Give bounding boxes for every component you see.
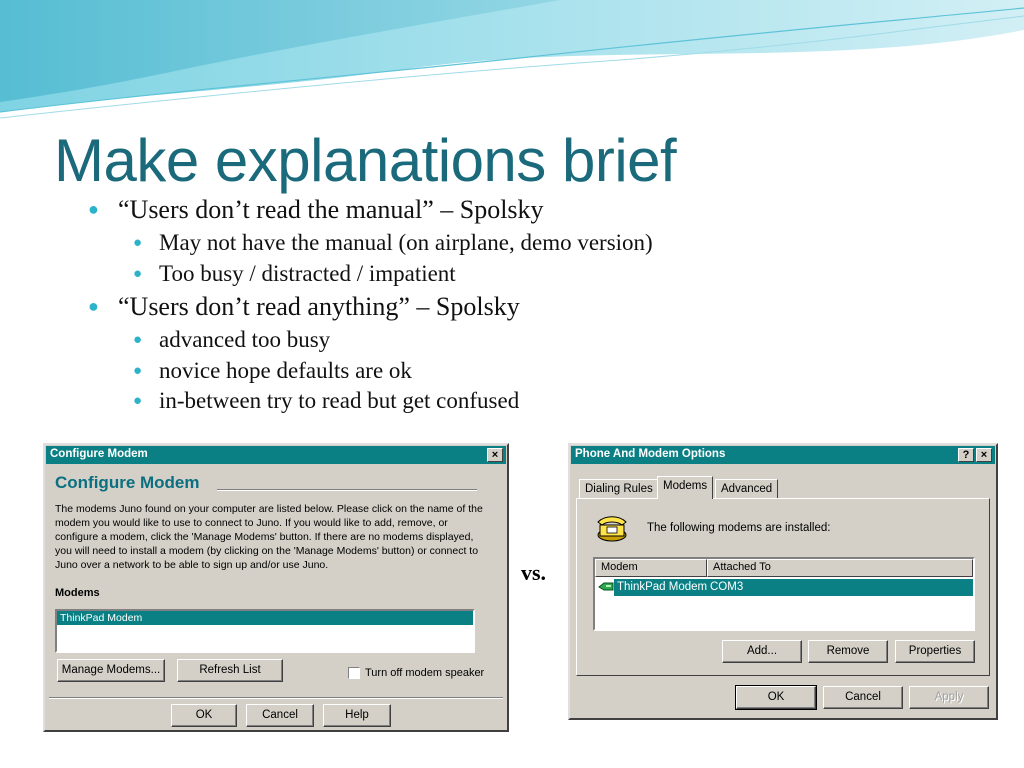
dialog-titlebar xyxy=(46,446,506,464)
manage-modems-button[interactable]: Manage Modems... xyxy=(57,659,165,682)
properties-button[interactable]: Properties xyxy=(895,640,975,663)
question-mark-icon: ? xyxy=(962,449,970,461)
tab-modems[interactable]: Modems xyxy=(657,476,713,499)
modem-speaker-label: Turn off modem speaker xyxy=(365,667,485,679)
modems-label: Modems xyxy=(55,587,100,599)
phone-modem-options-dialog xyxy=(568,443,998,720)
cancel-button[interactable]: Cancel xyxy=(246,704,314,727)
description-line: Juno over a network to be able to sign up and/or use Juno. xyxy=(55,559,329,571)
tab-dialing-rules[interactable]: Dialing Rules xyxy=(579,479,659,499)
close-button[interactable] xyxy=(487,448,503,462)
remove-button[interactable]: Remove xyxy=(808,640,888,663)
modem-listbox[interactable] xyxy=(55,609,475,653)
cancel-button[interactable]: Cancel xyxy=(823,686,903,709)
description-line: configure a modem, click the 'Manage Modems' button. If there are no modems displayed, xyxy=(55,531,474,543)
description-line: The modems Juno found on your computer are listed below. Please click on the name of the xyxy=(55,503,483,515)
sub-bullet-text: novice hope defaults are ok xyxy=(159,357,412,383)
modems-tab-panel xyxy=(576,498,990,676)
close-icon: × xyxy=(491,449,499,461)
help-button[interactable]: Help xyxy=(323,704,391,727)
column-header-modem[interactable]: Modem xyxy=(595,559,707,577)
modem-list[interactable] xyxy=(593,557,975,631)
footer-divider xyxy=(49,697,503,699)
sub-bullet-text: Too busy / distracted / impatient xyxy=(159,260,456,286)
bullet-item xyxy=(88,194,988,225)
bullet-dot-icon: ● xyxy=(133,393,143,409)
bullet-item xyxy=(88,291,988,322)
close-button[interactable] xyxy=(976,448,992,462)
slide-title: Make explanations brief xyxy=(54,127,677,194)
modem-device-icon xyxy=(598,581,614,593)
tab-advanced[interactable]: Advanced xyxy=(715,479,778,499)
configure-modem-dialog xyxy=(43,443,509,732)
sub-bullet-item xyxy=(88,228,988,259)
telephone-icon xyxy=(595,513,629,543)
header-wave-decoration xyxy=(0,0,1024,130)
bullet-dot-icon: ● xyxy=(88,296,99,316)
description-line: modem you would like to use to connect to Juno. If you would like to add, remove, or xyxy=(55,517,448,529)
dialog-title: Configure Modem xyxy=(50,448,148,460)
bullet-dot-icon: ● xyxy=(88,199,99,219)
sub-bullet-text: advanced too busy xyxy=(159,327,331,352)
dialog-title: Phone And Modem Options xyxy=(575,448,726,460)
sub-bullet-item xyxy=(88,386,988,417)
add-button[interactable]: Add... xyxy=(722,640,802,663)
sub-bullet-text: in-between try to read but get confused xyxy=(159,388,520,413)
description-line: you will need to install a modem (by clicking on the 'Manage Modems' button) or connect to xyxy=(55,545,479,557)
list-item[interactable]: ThinkPad Modem xyxy=(57,611,473,625)
sub-bullet-item xyxy=(88,356,988,387)
column-header-attached-to[interactable]: Attached To xyxy=(707,559,973,577)
installed-text: The following modems are installed: xyxy=(647,522,831,534)
row-cell-modem: ThinkPad Modem xyxy=(614,579,707,596)
bullet-dot-icon: ● xyxy=(133,235,143,251)
apply-button[interactable]: Apply xyxy=(909,686,989,709)
dialog-titlebar xyxy=(571,446,995,464)
bullet-list xyxy=(88,194,988,419)
sub-bullet-item xyxy=(88,259,988,290)
bullet-dot-icon: ● xyxy=(133,362,143,379)
sub-bullet-text: May not have the manual (on airplane, demo version) xyxy=(159,230,653,255)
bullet-dot-icon: ● xyxy=(133,265,143,282)
heading-divider xyxy=(217,489,477,491)
row-cell-port: COM3 xyxy=(707,579,973,596)
bullet-text: “Users don’t read anything” – Spolsky xyxy=(118,292,520,321)
ok-button[interactable]: OK xyxy=(736,686,816,709)
ok-button[interactable]: OK xyxy=(171,704,237,727)
bullet-text: “Users don’t read the manual” – Spolsky xyxy=(118,195,544,224)
help-title-button[interactable] xyxy=(958,448,974,462)
close-icon: × xyxy=(980,449,988,461)
modem-speaker-checkbox[interactable] xyxy=(348,667,360,679)
bullet-dot-icon: ● xyxy=(133,332,143,348)
description-text xyxy=(55,502,483,572)
vs-label: vs. xyxy=(521,560,547,585)
dialog-heading: Configure Modem xyxy=(55,473,200,492)
table-row[interactable] xyxy=(595,579,973,596)
refresh-list-button[interactable]: Refresh List xyxy=(177,659,283,682)
sub-bullet-item xyxy=(88,325,988,356)
